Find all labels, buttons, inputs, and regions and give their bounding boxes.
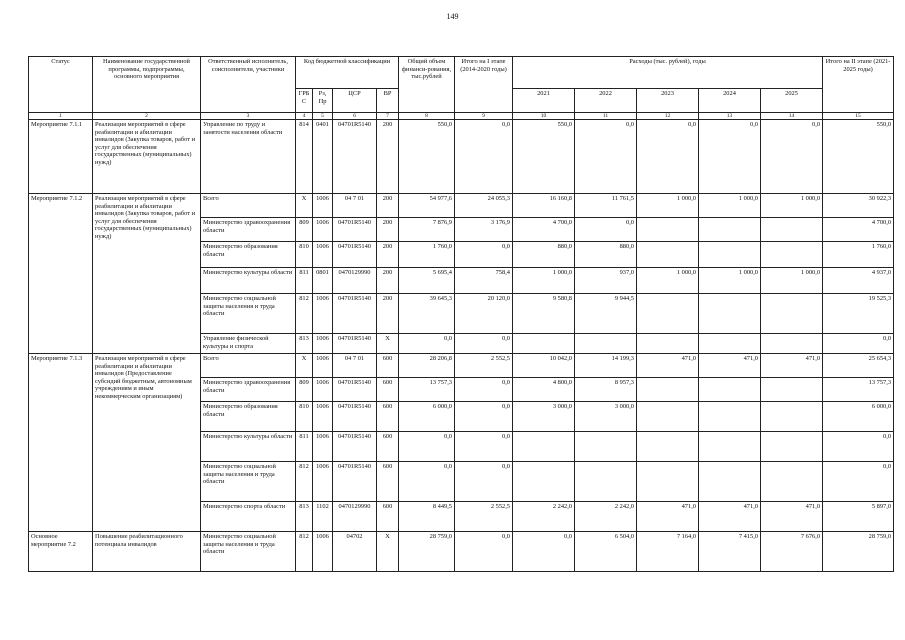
year-2023-cell (637, 242, 699, 268)
stage1-cell: 0,0 (455, 402, 513, 432)
year-2023-cell (637, 378, 699, 402)
year-2021-cell: 16 160,8 (513, 194, 575, 218)
column-index: 5 (313, 113, 333, 120)
status-cell: Мероприятие 7.1.3 (29, 354, 93, 532)
column-index: 10 (513, 113, 575, 120)
year-2023-cell: 1 000,0 (637, 194, 699, 218)
year-2023-cell (637, 432, 699, 462)
name-cell: Реализация мероприятий в сфере реабилитации и абилитации инвалидов (Закупка товаров, работ и услуг для обеспечения государственных (муниципальных) нужд) (93, 120, 201, 194)
stage2-cell: 25 654,3 (823, 354, 894, 378)
year-2021-cell (513, 334, 575, 354)
csr-cell: 04701R5140 (333, 402, 377, 432)
header-year: 2022 (575, 89, 637, 113)
year-2025-cell: 471,0 (761, 502, 823, 532)
column-index: 14 (761, 113, 823, 120)
rzpr-cell: 0401 (313, 120, 333, 194)
year-2024-cell (699, 242, 761, 268)
rzpr-cell: 1006 (313, 532, 333, 572)
grbs-cell: 814 (296, 120, 313, 194)
header-total: Общий объем финанси-рования, тыс.рублей (399, 57, 455, 113)
year-2024-cell (699, 378, 761, 402)
year-2022-cell (575, 432, 637, 462)
status-cell: Основное мероприятие 7.2 (29, 532, 93, 572)
responsible-cell: Управление физической культуры и спорта (201, 334, 296, 354)
csr-cell: 04701R5140 (333, 120, 377, 194)
rzpr-cell: 1006 (313, 402, 333, 432)
csr-cell: 0470129990 (333, 502, 377, 532)
column-index: 15 (823, 113, 894, 120)
grbs-cell: 809 (296, 218, 313, 242)
year-2022-cell: 11 761,5 (575, 194, 637, 218)
year-2024-cell (699, 294, 761, 334)
year-2025-cell (761, 334, 823, 354)
year-2025-cell: 1 000,0 (761, 194, 823, 218)
year-2023-cell: 471,0 (637, 502, 699, 532)
year-2021-cell: 550,0 (513, 120, 575, 194)
table-row (29, 354, 894, 378)
name-cell: Реализация мероприятий в сфере реабилитации и абилитации инвалидов (Предоставление субсидий бюджетным, автономным учреждениям и иным некоммерческим организациям) (93, 354, 201, 532)
year-2025-cell (761, 462, 823, 502)
stage2-cell: 30 922,3 (823, 194, 894, 218)
year-2022-cell: 937,0 (575, 268, 637, 294)
responsible-cell: Всего (201, 194, 296, 218)
column-index: 2 (93, 113, 201, 120)
column-index: 12 (637, 113, 699, 120)
year-2023-cell: 471,0 (637, 354, 699, 378)
year-2021-cell: 2 242,0 (513, 502, 575, 532)
year-2022-cell: 3 000,0 (575, 402, 637, 432)
csr-cell: 04 7 01 (333, 194, 377, 218)
stage1-cell: 24 055,3 (455, 194, 513, 218)
name-cell: Реализация мероприятий в сфере реабилитации и абилитации инвалидов (Закупка товаров, работ и услуг для обеспечения государственных (муниципальных) нужд) (93, 194, 201, 354)
header-year: 2021 (513, 89, 575, 113)
grbs-cell: 811 (296, 432, 313, 462)
year-2025-cell (761, 432, 823, 462)
stage2-cell: 19 525,3 (823, 294, 894, 334)
year-2021-cell (513, 432, 575, 462)
header-stage1: Итого на I этапе (2014-2020 годы) (455, 57, 513, 113)
stage1-cell: 2 552,5 (455, 354, 513, 378)
vr-cell: 600 (377, 502, 399, 532)
column-index: 13 (699, 113, 761, 120)
table-row (29, 194, 894, 218)
grbs-cell: 810 (296, 402, 313, 432)
csr-cell: 04701R5140 (333, 334, 377, 354)
year-2024-cell (699, 334, 761, 354)
vr-cell: 200 (377, 218, 399, 242)
table-row (29, 532, 894, 572)
total-cell: 8 449,5 (399, 502, 455, 532)
stage2-cell: 28 759,0 (823, 532, 894, 572)
year-2022-cell: 0,0 (575, 120, 637, 194)
grbs-cell: Х (296, 354, 313, 378)
csr-cell: 04701R5140 (333, 218, 377, 242)
responsible-cell: Управление по труду и занятости населения области (201, 120, 296, 194)
year-2022-cell: 14 199,3 (575, 354, 637, 378)
column-index: 4 (296, 113, 313, 120)
year-2025-cell: 471,0 (761, 354, 823, 378)
status-cell: Мероприятие 7.1.2 (29, 194, 93, 354)
responsible-cell: Министерство культуры области (201, 432, 296, 462)
year-2022-cell: 8 957,3 (575, 378, 637, 402)
year-2024-cell: 0,0 (699, 120, 761, 194)
responsible-cell: Министерство спорта области (201, 502, 296, 532)
column-index: 7 (377, 113, 399, 120)
year-2021-cell: 4 700,0 (513, 218, 575, 242)
header-expenses: Расходы (тыс. рублей), годы (513, 57, 823, 89)
year-2025-cell (761, 294, 823, 334)
year-2023-cell (637, 218, 699, 242)
csr-cell: 04701R5140 (333, 432, 377, 462)
total-cell: 1 760,0 (399, 242, 455, 268)
grbs-cell: 813 (296, 334, 313, 354)
year-2025-cell: 1 000,0 (761, 268, 823, 294)
stage2-cell: 0,0 (823, 462, 894, 502)
rzpr-cell: 1006 (313, 354, 333, 378)
stage1-cell: 2 552,5 (455, 502, 513, 532)
grbs-cell: 810 (296, 242, 313, 268)
stage2-cell: 0,0 (823, 432, 894, 462)
grbs-cell: 812 (296, 294, 313, 334)
budget-table (28, 56, 894, 572)
stage1-cell: 758,4 (455, 268, 513, 294)
stage2-cell: 6 000,0 (823, 402, 894, 432)
rzpr-cell: 1006 (313, 462, 333, 502)
header-csr: ЦСР (333, 89, 377, 113)
csr-cell: 0470129990 (333, 268, 377, 294)
grbs-cell: 813 (296, 502, 313, 532)
stage2-cell: 5 897,0 (823, 502, 894, 532)
vr-cell: 200 (377, 194, 399, 218)
csr-cell: 04701R5140 (333, 294, 377, 334)
page-number: 149 (446, 12, 459, 21)
rzpr-cell: 1006 (313, 432, 333, 462)
total-cell: 28 206,8 (399, 354, 455, 378)
year-2025-cell (761, 402, 823, 432)
year-2021-cell: 880,0 (513, 242, 575, 268)
year-2022-cell (575, 462, 637, 502)
responsible-cell: Министерство социальной защиты населения и труда области (201, 462, 296, 502)
year-2022-cell: 6 504,0 (575, 532, 637, 572)
total-cell: 0,0 (399, 432, 455, 462)
vr-cell: Х (377, 532, 399, 572)
year-2021-cell: 3 000,0 (513, 402, 575, 432)
stage2-cell: 4 937,0 (823, 268, 894, 294)
column-index: 8 (399, 113, 455, 120)
stage2-cell: 1 760,0 (823, 242, 894, 268)
responsible-cell: Министерство социальной защиты населения и труда области (201, 532, 296, 572)
year-2025-cell: 0,0 (761, 120, 823, 194)
stage1-cell: 0,0 (455, 120, 513, 194)
responsible-cell: Министерство культуры области (201, 268, 296, 294)
csr-cell: 04701R5140 (333, 242, 377, 268)
stage2-cell: 13 757,3 (823, 378, 894, 402)
stage1-cell: 0,0 (455, 462, 513, 502)
year-2021-cell: 10 042,0 (513, 354, 575, 378)
stage1-cell: 0,0 (455, 378, 513, 402)
csr-cell: 04701R5140 (333, 378, 377, 402)
csr-cell: 04701R5140 (333, 462, 377, 502)
column-index: 6 (333, 113, 377, 120)
year-2023-cell (637, 462, 699, 502)
stage2-cell: 4 700,0 (823, 218, 894, 242)
rzpr-cell: 1006 (313, 294, 333, 334)
grbs-cell: 809 (296, 378, 313, 402)
vr-cell: 600 (377, 402, 399, 432)
csr-cell: 04 7 01 (333, 354, 377, 378)
vr-cell: 600 (377, 462, 399, 502)
rzpr-cell: 1006 (313, 378, 333, 402)
stage1-cell: 0,0 (455, 334, 513, 354)
year-2022-cell: 9 944,5 (575, 294, 637, 334)
responsible-cell: Всего (201, 354, 296, 378)
grbs-cell: 812 (296, 532, 313, 572)
table-row (29, 120, 894, 194)
header-stage2: Итого на II этапе (2021-2025 годы) (823, 57, 894, 113)
responsible-cell: Министерство образования области (201, 242, 296, 268)
stage1-cell: 0,0 (455, 242, 513, 268)
year-2025-cell (761, 218, 823, 242)
year-2024-cell: 1 000,0 (699, 194, 761, 218)
year-2023-cell: 1 000,0 (637, 268, 699, 294)
total-cell: 54 977,6 (399, 194, 455, 218)
stage1-cell: 20 120,0 (455, 294, 513, 334)
status-cell: Мероприятие 7.1.1 (29, 120, 93, 194)
year-2022-cell: 2 242,0 (575, 502, 637, 532)
year-2021-cell: 1 000,0 (513, 268, 575, 294)
header-responsible: Ответственный исполнитель, соисполнители, участники (201, 57, 296, 113)
header-name: Наименование государственной программы, подпрограммы, основного мероприятия (93, 57, 201, 113)
column-index: 9 (455, 113, 513, 120)
year-2024-cell: 7 415,0 (699, 532, 761, 572)
vr-cell: 200 (377, 120, 399, 194)
name-cell: Повышение реабилитационного потенциала инвалидов (93, 532, 201, 572)
column-index: 11 (575, 113, 637, 120)
year-2023-cell (637, 294, 699, 334)
stage1-cell: 0,0 (455, 532, 513, 572)
column-index: 3 (201, 113, 296, 120)
total-cell: 6 000,0 (399, 402, 455, 432)
rzpr-cell: 1006 (313, 194, 333, 218)
header-year: 2025 (761, 89, 823, 113)
year-2024-cell (699, 402, 761, 432)
year-2024-cell (699, 432, 761, 462)
stage2-cell: 0,0 (823, 334, 894, 354)
grbs-cell: 812 (296, 462, 313, 502)
total-cell: 550,0 (399, 120, 455, 194)
year-2022-cell (575, 334, 637, 354)
year-2023-cell (637, 334, 699, 354)
header-grbs: ГРБ С (296, 89, 313, 113)
grbs-cell: Х (296, 194, 313, 218)
responsible-cell: Министерство здравоохранения области (201, 218, 296, 242)
total-cell: 0,0 (399, 462, 455, 502)
year-2025-cell (761, 242, 823, 268)
rzpr-cell: 1006 (313, 218, 333, 242)
year-2021-cell: 0,0 (513, 532, 575, 572)
year-2025-cell: 7 676,0 (761, 532, 823, 572)
year-2024-cell: 471,0 (699, 502, 761, 532)
csr-cell: 04702 (333, 532, 377, 572)
total-cell: 13 757,3 (399, 378, 455, 402)
stage1-cell: 3 176,9 (455, 218, 513, 242)
total-cell: 28 759,0 (399, 532, 455, 572)
total-cell: 5 695,4 (399, 268, 455, 294)
vr-cell: 200 (377, 268, 399, 294)
vr-cell: 600 (377, 378, 399, 402)
header-vr: ВР (377, 89, 399, 113)
rzpr-cell: 0801 (313, 268, 333, 294)
header-rzpr: Рз, Пр (313, 89, 333, 113)
header-year: 2023 (637, 89, 699, 113)
year-2021-cell (513, 462, 575, 502)
year-2023-cell: 0,0 (637, 120, 699, 194)
year-2022-cell: 0,0 (575, 218, 637, 242)
rzpr-cell: 1102 (313, 502, 333, 532)
header-bk-code: Код бюджетной классификации (296, 57, 399, 89)
vr-cell: 200 (377, 294, 399, 334)
year-2025-cell (761, 378, 823, 402)
total-cell: 7 876,9 (399, 218, 455, 242)
total-cell: 39 645,3 (399, 294, 455, 334)
year-2023-cell: 7 164,0 (637, 532, 699, 572)
grbs-cell: 811 (296, 268, 313, 294)
responsible-cell: Министерство здравоохранения области (201, 378, 296, 402)
header-year: 2024 (699, 89, 761, 113)
year-2023-cell (637, 402, 699, 432)
responsible-cell: Министерство социальной защиты населения и труда области (201, 294, 296, 334)
year-2022-cell: 880,0 (575, 242, 637, 268)
rzpr-cell: 1006 (313, 242, 333, 268)
column-index: 1 (29, 113, 93, 120)
year-2024-cell: 1 000,0 (699, 268, 761, 294)
total-cell: 0,0 (399, 334, 455, 354)
responsible-cell: Министерство образования области (201, 402, 296, 432)
year-2021-cell: 4 800,0 (513, 378, 575, 402)
vr-cell: 600 (377, 354, 399, 378)
column-index-row (29, 113, 894, 120)
vr-cell: Х (377, 334, 399, 354)
stage1-cell: 0,0 (455, 432, 513, 462)
stage2-cell: 550,0 (823, 120, 894, 194)
year-2021-cell: 9 580,8 (513, 294, 575, 334)
year-2024-cell: 471,0 (699, 354, 761, 378)
vr-cell: 600 (377, 432, 399, 462)
rzpr-cell: 1006 (313, 334, 333, 354)
vr-cell: 200 (377, 242, 399, 268)
header-status: Статус (29, 57, 93, 113)
year-2024-cell (699, 218, 761, 242)
year-2024-cell (699, 462, 761, 502)
